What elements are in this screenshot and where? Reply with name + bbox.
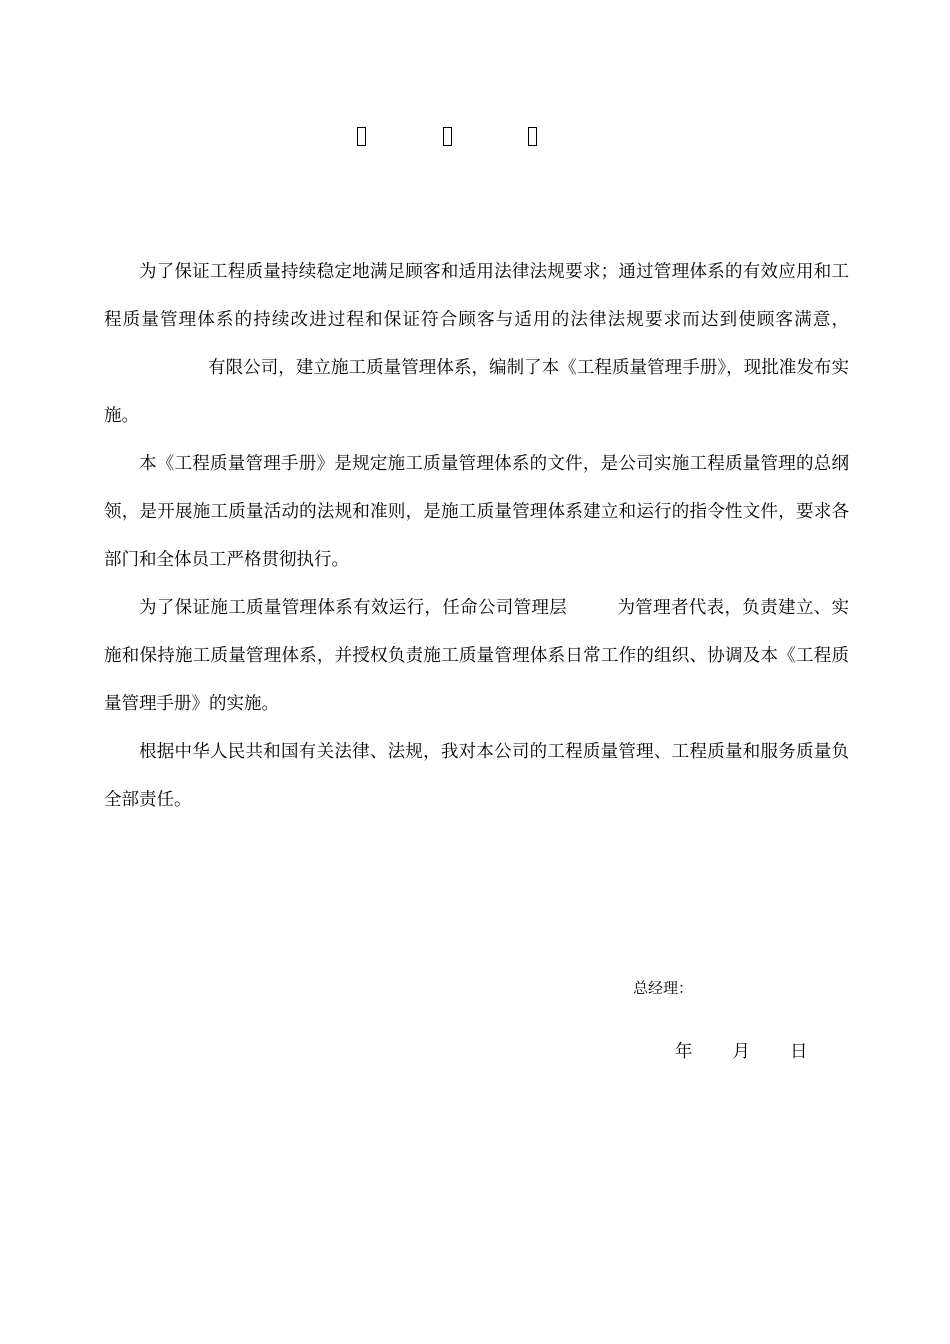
paragraph-text: 为了保证工程质量持续稳定地满足顾客和适用法律法规要求；通过管理体系的有效应用和工程质量管理体系的持续改进过程和保证符合顾客与适用的法律法规要求而达到使顾客满意，: [104, 262, 849, 330]
title-glyph-placeholder: [357, 127, 366, 146]
document-body: [104, 248, 849, 824]
paragraph-text: 本《工程质量管理手册》是规定施工质量管理体系的文件，是公司实施工程质量管理的总纲领，是开展施工质量活动的法规和准则，是施工质量管理体系建立和运行的指令性文件，要求各部门和全体员工严格贯彻执行。: [104, 454, 849, 570]
title-glyph-placeholder: [443, 127, 452, 146]
paragraph-responsibility: [104, 728, 849, 824]
paragraph-manual-definition: [104, 440, 849, 584]
paragraph-text: 为了保证施工质量管理体系有效运行，任命公司管理层: [139, 598, 568, 618]
date-year: 年: [675, 1042, 693, 1062]
signature-label: 总经理：: [633, 979, 694, 997]
paragraph-text: 为管理者代表，负责建立、实施和保持施工质量管理体系，并授权负责施工质量管理体系日常工作的组织、协调及本《工程质量管理手册》的实施。: [104, 598, 850, 714]
title-glyph-placeholder: [528, 127, 537, 146]
page-title: [357, 116, 537, 156]
date-day: 日: [790, 1042, 808, 1062]
paragraph-text: 有限公司，建立施工质量管理体系，编制了本《工程质量管理手册》，现批准发布实施。: [104, 358, 849, 426]
paragraph-text: 根据中华人民共和国有关法律、法规，我对本公司的工程质量管理、工程质量和服务质量负全部责任。: [104, 742, 849, 810]
paragraph-approval: [104, 248, 849, 440]
date-month: 月: [732, 1042, 750, 1062]
date-line: [675, 1038, 808, 1066]
paragraph-management-representative: [104, 584, 849, 728]
